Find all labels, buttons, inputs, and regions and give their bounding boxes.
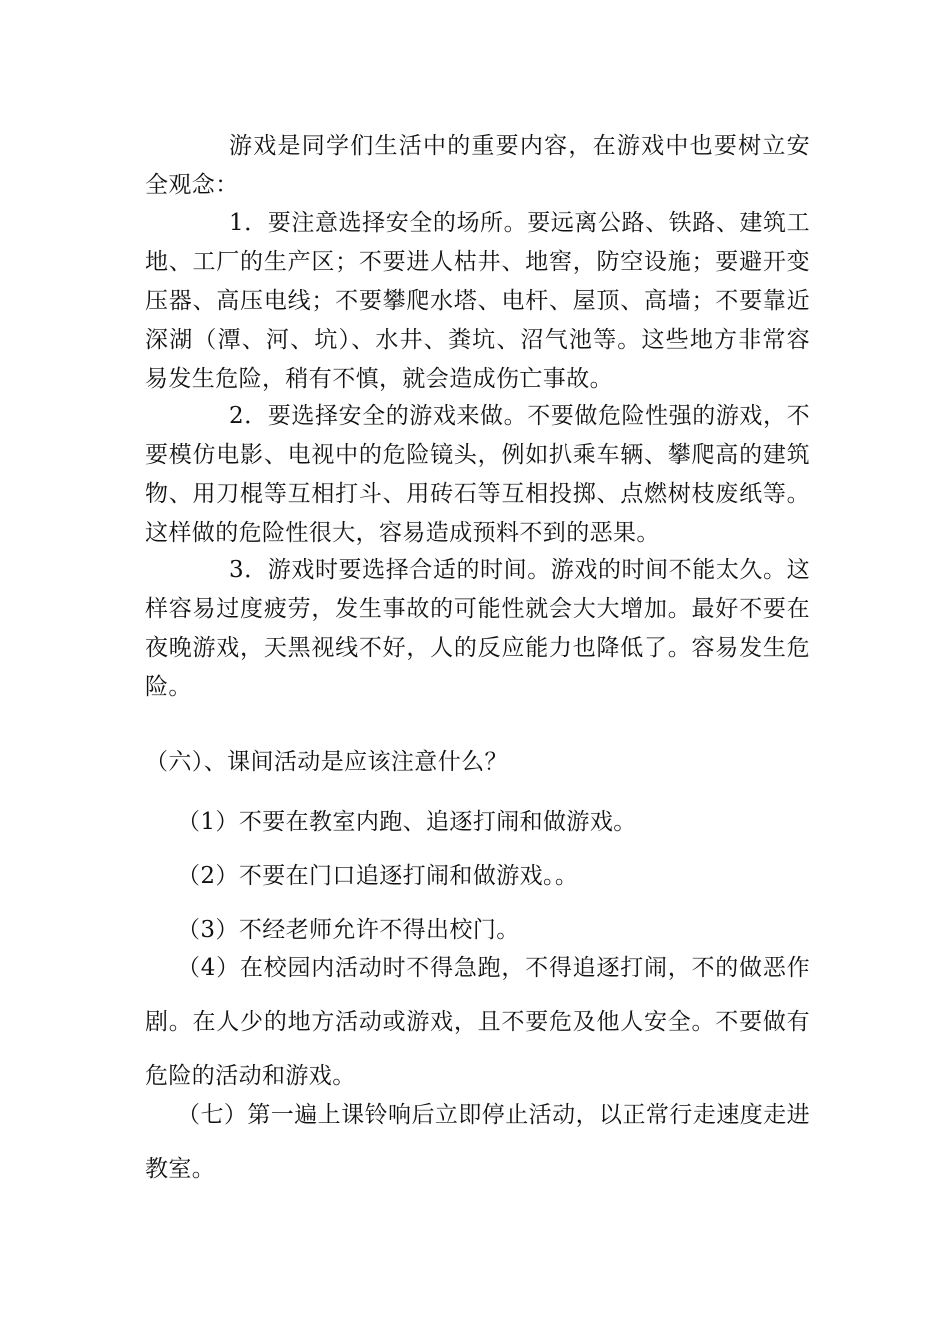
section-six-item-1: （1）不要在教室内跑、追逐打闹和做游戏。 (177, 809, 637, 835)
rule-paragraph-2: 2．要选择安全的游戏来做。不要做危险性强的游戏，不要模仿电影、电视中的危险镜头，例如扒乘车辆、攀爬高的建筑物、用刀棍等互相打斗、用砖石等互相投掷、点燃树枝废纸等。这样做的危险性很大，容易造成预料不到的恶果。 (145, 403, 810, 546)
section-six-item-3: （3）不经老师允许不得出校门。 (177, 917, 520, 943)
rule-paragraph-1: 1．要注意选择安全的场所。要远离公路、铁路、建筑工地、工厂的生产区；不要进人枯井、地窖，防空设施；要避开变压器、高压电线；不要攀爬水塔、电杆、屋顶、高墙；不要靠近深湖（潭、河、坑）、水井、粪坑、沼气池等。这些地方非常容易发生危险，稍有不慎，就会造成伤亡事故。 (145, 210, 810, 392)
section-seven-paragraph: （七）第一遍上课铃响后立即停止活动，以正常行走速度走进教室。 (145, 1102, 810, 1182)
section-six-heading: （六）、课间活动是应该注意什么？ (145, 749, 508, 775)
intro-paragraph: 游戏是同学们生活中的重要内容，在游戏中也要树立安全观念： (145, 133, 810, 198)
section-six-item-2: （2）不要在门口追逐打闹和做游戏。。 (177, 863, 579, 889)
section-six-item-4: （4）在校园内活动时不得急跑，不得追逐打闹，不的做恶作剧。在人少的地方活动或游戏，且不要危及他人安全。不要做有危险的活动和游戏。 (145, 955, 810, 1089)
rule-paragraph-3: 3．游戏时要选择合适的时间。游戏的时间不能太久。这样容易过度疲劳，发生事故的可能性就会大大增加。最好不要在夜晚游戏，天黑视线不好，人的反应能力也降低了。容易发生危险。 (145, 557, 810, 700)
